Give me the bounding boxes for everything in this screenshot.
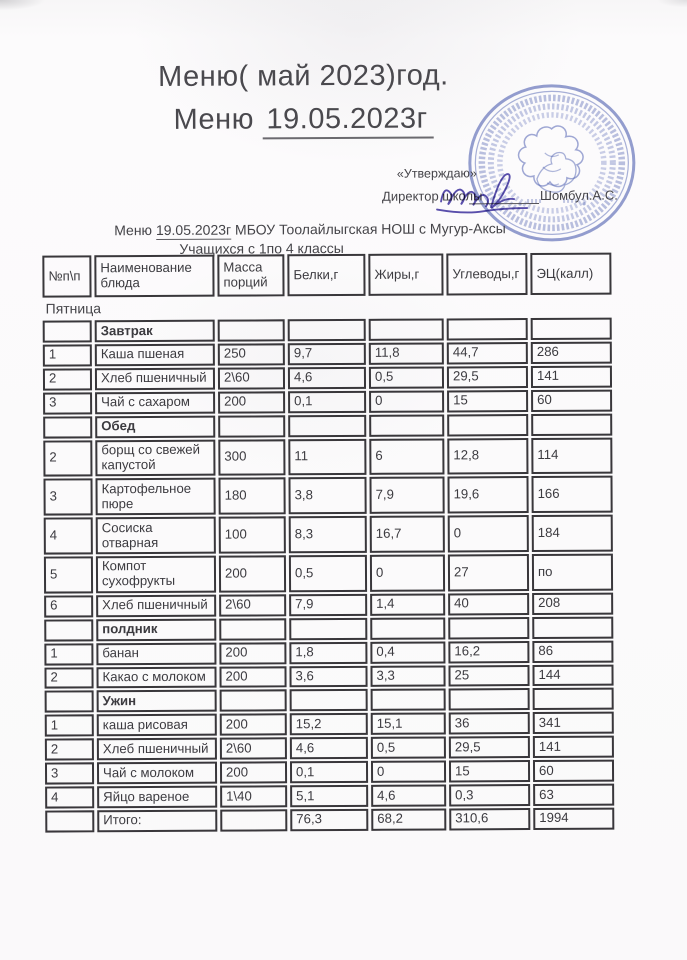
cell-carbs: 15 <box>447 390 528 412</box>
cell-kcal <box>533 688 614 710</box>
cell-mass: 1\40 <box>220 785 287 807</box>
cell-protein: 0,1 <box>288 391 366 413</box>
cell-kcal: по <box>532 554 613 591</box>
cell-name: Яйцо вареное <box>97 786 217 809</box>
cell-name: Компот сухофрукты <box>96 556 216 593</box>
cell-mass: 100 <box>219 516 286 553</box>
cell-carbs: 40 <box>448 593 529 615</box>
cell-mass <box>218 415 285 437</box>
approval-quote: «Утверждаю» <box>396 166 477 181</box>
cell-kcal: 166 <box>531 476 612 513</box>
cell-carbs <box>448 617 529 639</box>
cell-fat: 68,2 <box>371 808 446 830</box>
cell-name: Сосиска отварная <box>96 517 216 554</box>
cell-fat: 0 <box>369 390 444 412</box>
menu-item-row <box>45 712 614 737</box>
menu-item-row <box>44 515 613 555</box>
cell-num: 1 <box>44 643 93 665</box>
cell-carbs: 29,5 <box>447 366 528 388</box>
cell-num: 2 <box>43 440 92 477</box>
cell-num <box>45 810 94 832</box>
total-row <box>45 808 614 833</box>
cell-name: Ужин <box>97 690 217 713</box>
cell-num: 3 <box>45 762 94 784</box>
org-line-prefix: Меню <box>114 221 156 239</box>
column-header-num: №п\п <box>42 255 91 297</box>
cell-kcal: 114 <box>531 437 612 474</box>
cell-kcal: 86 <box>532 640 613 662</box>
menu-item-row <box>44 640 613 665</box>
cell-num: 5 <box>44 556 93 593</box>
cell-mass: 200 <box>219 555 286 592</box>
cell-kcal: 141 <box>531 365 612 387</box>
cell-carbs: 25 <box>448 665 529 687</box>
cell-fat: 3,3 <box>370 665 445 687</box>
cell-protein <box>288 415 366 437</box>
cell-name: полдник <box>96 618 216 641</box>
cell-protein: 4,6 <box>288 367 366 389</box>
cell-mass: 180 <box>218 478 285 515</box>
cell-mass: 200 <box>220 761 287 783</box>
cell-fat: 0 <box>371 761 446 783</box>
cell-fat: 0 <box>370 554 445 591</box>
cell-mass: 200 <box>219 666 286 688</box>
cell-mass: 200 <box>220 714 287 736</box>
cell-name: Каша пшеная <box>95 344 215 367</box>
cell-num <box>43 320 92 342</box>
cell-num: 3 <box>43 392 92 414</box>
cell-protein: 5,1 <box>290 785 368 807</box>
cell-carbs: 19,6 <box>447 476 528 513</box>
menu-item-row <box>43 389 612 414</box>
header-row <box>42 253 611 298</box>
section-row <box>44 616 613 641</box>
cell-name: Обед <box>95 415 215 438</box>
cell-fat: 4,6 <box>371 784 446 806</box>
cell-name: каша рисовая <box>97 714 217 737</box>
cell-protein: 9,7 <box>288 343 366 365</box>
approval-signer-name: Шомбул.А.С. <box>539 187 618 203</box>
cell-mass: 300 <box>218 439 285 476</box>
cell-protein: 11 <box>288 438 366 475</box>
menu-item-row <box>43 342 612 367</box>
menu-item-row <box>45 760 614 785</box>
cell-mass: 250 <box>218 343 285 365</box>
cell-name: Чай с молоком <box>97 762 217 785</box>
cell-fat <box>369 414 444 436</box>
cell-carbs: 0 <box>448 515 529 552</box>
cell-mass: 2\60 <box>220 738 287 760</box>
org-line <box>114 220 506 238</box>
cell-protein <box>289 618 367 640</box>
subtitle-prefix: Меню <box>173 103 263 136</box>
cell-carbs: 44,7 <box>447 342 528 364</box>
cell-protein: 7,9 <box>289 594 367 616</box>
cell-carbs: 27 <box>448 554 529 591</box>
menu-item-row <box>44 554 613 594</box>
cell-kcal: 141 <box>533 736 614 758</box>
cell-name: Завтрак <box>95 320 215 343</box>
cell-fat: 15,1 <box>371 713 446 735</box>
cell-name: банан <box>96 642 216 665</box>
cell-kcal <box>532 616 613 638</box>
cell-fat: 0,5 <box>369 366 444 388</box>
section-row <box>43 413 612 438</box>
cell-num: 3 <box>43 479 92 516</box>
cell-fat <box>370 617 445 639</box>
cell-mass: 200 <box>219 642 286 664</box>
cell-mass: 2\60 <box>218 367 285 389</box>
cell-kcal: 63 <box>533 784 614 806</box>
cell-num: 6 <box>44 595 93 617</box>
menu-item-row <box>43 476 612 516</box>
cell-mass <box>218 319 285 341</box>
cell-carbs <box>447 414 528 436</box>
menu-date: 19.05.2023г <box>262 103 433 140</box>
cell-kcal: 341 <box>533 712 614 734</box>
cell-name: Какао с молоком <box>96 666 216 689</box>
cell-num: 2 <box>43 368 92 390</box>
menu-rows <box>43 318 615 833</box>
cell-carbs: 12,8 <box>447 438 528 475</box>
cell-mass: 2\60 <box>219 594 286 616</box>
cell-kcal: 1994 <box>533 808 614 830</box>
cell-kcal: 184 <box>532 515 613 552</box>
org-line-date: 19.05.2023г <box>155 221 232 238</box>
cell-kcal <box>531 413 612 435</box>
cell-protein: 4,6 <box>290 737 368 759</box>
menu-item-row <box>43 365 612 390</box>
cell-num: 2 <box>45 739 94 761</box>
cell-name: Хлеб пшеничный <box>97 738 217 761</box>
cell-mass <box>219 618 286 640</box>
cell-protein: 3,8 <box>288 477 366 514</box>
menu-item-row <box>43 437 612 477</box>
cell-name: Хлеб пшеничный <box>95 367 215 390</box>
cell-name: борщ со свежей капустой <box>95 439 215 476</box>
cell-name: Картофельное пюре <box>95 478 215 515</box>
cell-protein <box>290 689 368 711</box>
cell-fat <box>371 689 446 711</box>
column-header-name: Наименование блюда <box>94 255 214 298</box>
column-header-carbs: Углеводы,г <box>446 253 527 295</box>
cell-carbs <box>449 688 530 710</box>
menu-table-body <box>40 316 618 835</box>
cell-protein: 0,5 <box>289 555 367 592</box>
cell-kcal: 144 <box>532 664 613 686</box>
cell-kcal: 286 <box>531 342 612 364</box>
cell-name: Чай с сахаром <box>95 391 215 414</box>
menu-item-row <box>44 664 613 689</box>
cell-fat: 11,8 <box>369 342 444 364</box>
cell-num <box>45 691 94 713</box>
cell-fat: 6 <box>369 438 444 475</box>
cell-num: 2 <box>44 667 93 689</box>
menu-table-header <box>39 251 614 300</box>
cell-num <box>44 619 93 641</box>
cell-fat: 0,4 <box>370 641 445 663</box>
cell-protein: 0,1 <box>290 761 368 783</box>
cell-num <box>43 416 92 438</box>
cell-protein <box>288 319 366 341</box>
org-line-school: МБОУ Тоолайлыгская НОШ с Мугур-Аксы <box>231 220 506 238</box>
cell-carbs: 36 <box>449 712 530 734</box>
cell-carbs: 310,6 <box>449 808 530 830</box>
menu-item-row <box>45 736 614 761</box>
cell-name: Хлеб пшеничный <box>96 594 216 617</box>
cell-fat <box>369 318 444 340</box>
approval-role: Директор школы <box>381 188 483 204</box>
cell-fat: 0,5 <box>371 737 446 759</box>
cell-protein: 1,8 <box>289 641 367 663</box>
cell-num: 4 <box>44 517 93 554</box>
cell-kcal: 208 <box>532 592 613 614</box>
cell-kcal: 60 <box>533 760 614 782</box>
cell-fat: 1,4 <box>370 593 445 615</box>
cell-carbs: 0,3 <box>449 784 530 806</box>
cell-mass <box>220 690 287 712</box>
column-header-mass: Масса порций <box>217 254 284 296</box>
cell-mass: 200 <box>218 391 285 413</box>
cell-protein: 3,6 <box>289 665 367 687</box>
cell-carbs: 29,5 <box>449 736 530 758</box>
section-row <box>45 688 614 713</box>
cell-carbs <box>447 318 528 340</box>
cell-protein: 15,2 <box>290 713 368 735</box>
cell-protein: 8,3 <box>289 516 367 553</box>
cell-kcal <box>531 318 612 340</box>
document-title: Меню( май 2023)год. <box>158 59 449 93</box>
cell-mass <box>220 809 287 831</box>
director-signature-icon <box>433 169 555 216</box>
cell-num: 4 <box>45 786 94 808</box>
column-header-kcal: ЭЦ(калл) <box>530 253 611 295</box>
menu-item-row <box>45 784 614 809</box>
column-header-protein: Белки,г <box>287 254 365 296</box>
grades-line: Учащихся с 1по 4 классы <box>179 239 344 257</box>
cell-num: 1 <box>45 715 94 737</box>
cell-name: Итого: <box>97 810 217 833</box>
cell-fat: 7,9 <box>369 477 444 514</box>
cell-carbs: 16,2 <box>448 641 529 663</box>
cell-protein: 76,3 <box>290 809 368 831</box>
cell-kcal: 60 <box>531 389 612 411</box>
cell-carbs: 15 <box>449 760 530 782</box>
cell-fat: 16,7 <box>370 516 445 553</box>
column-header-fat: Жиры,г <box>368 253 443 295</box>
menu-item-row <box>44 592 613 617</box>
day-of-week-label: Пятница <box>45 300 102 317</box>
section-row <box>43 318 612 343</box>
cell-num: 1 <box>43 344 92 366</box>
